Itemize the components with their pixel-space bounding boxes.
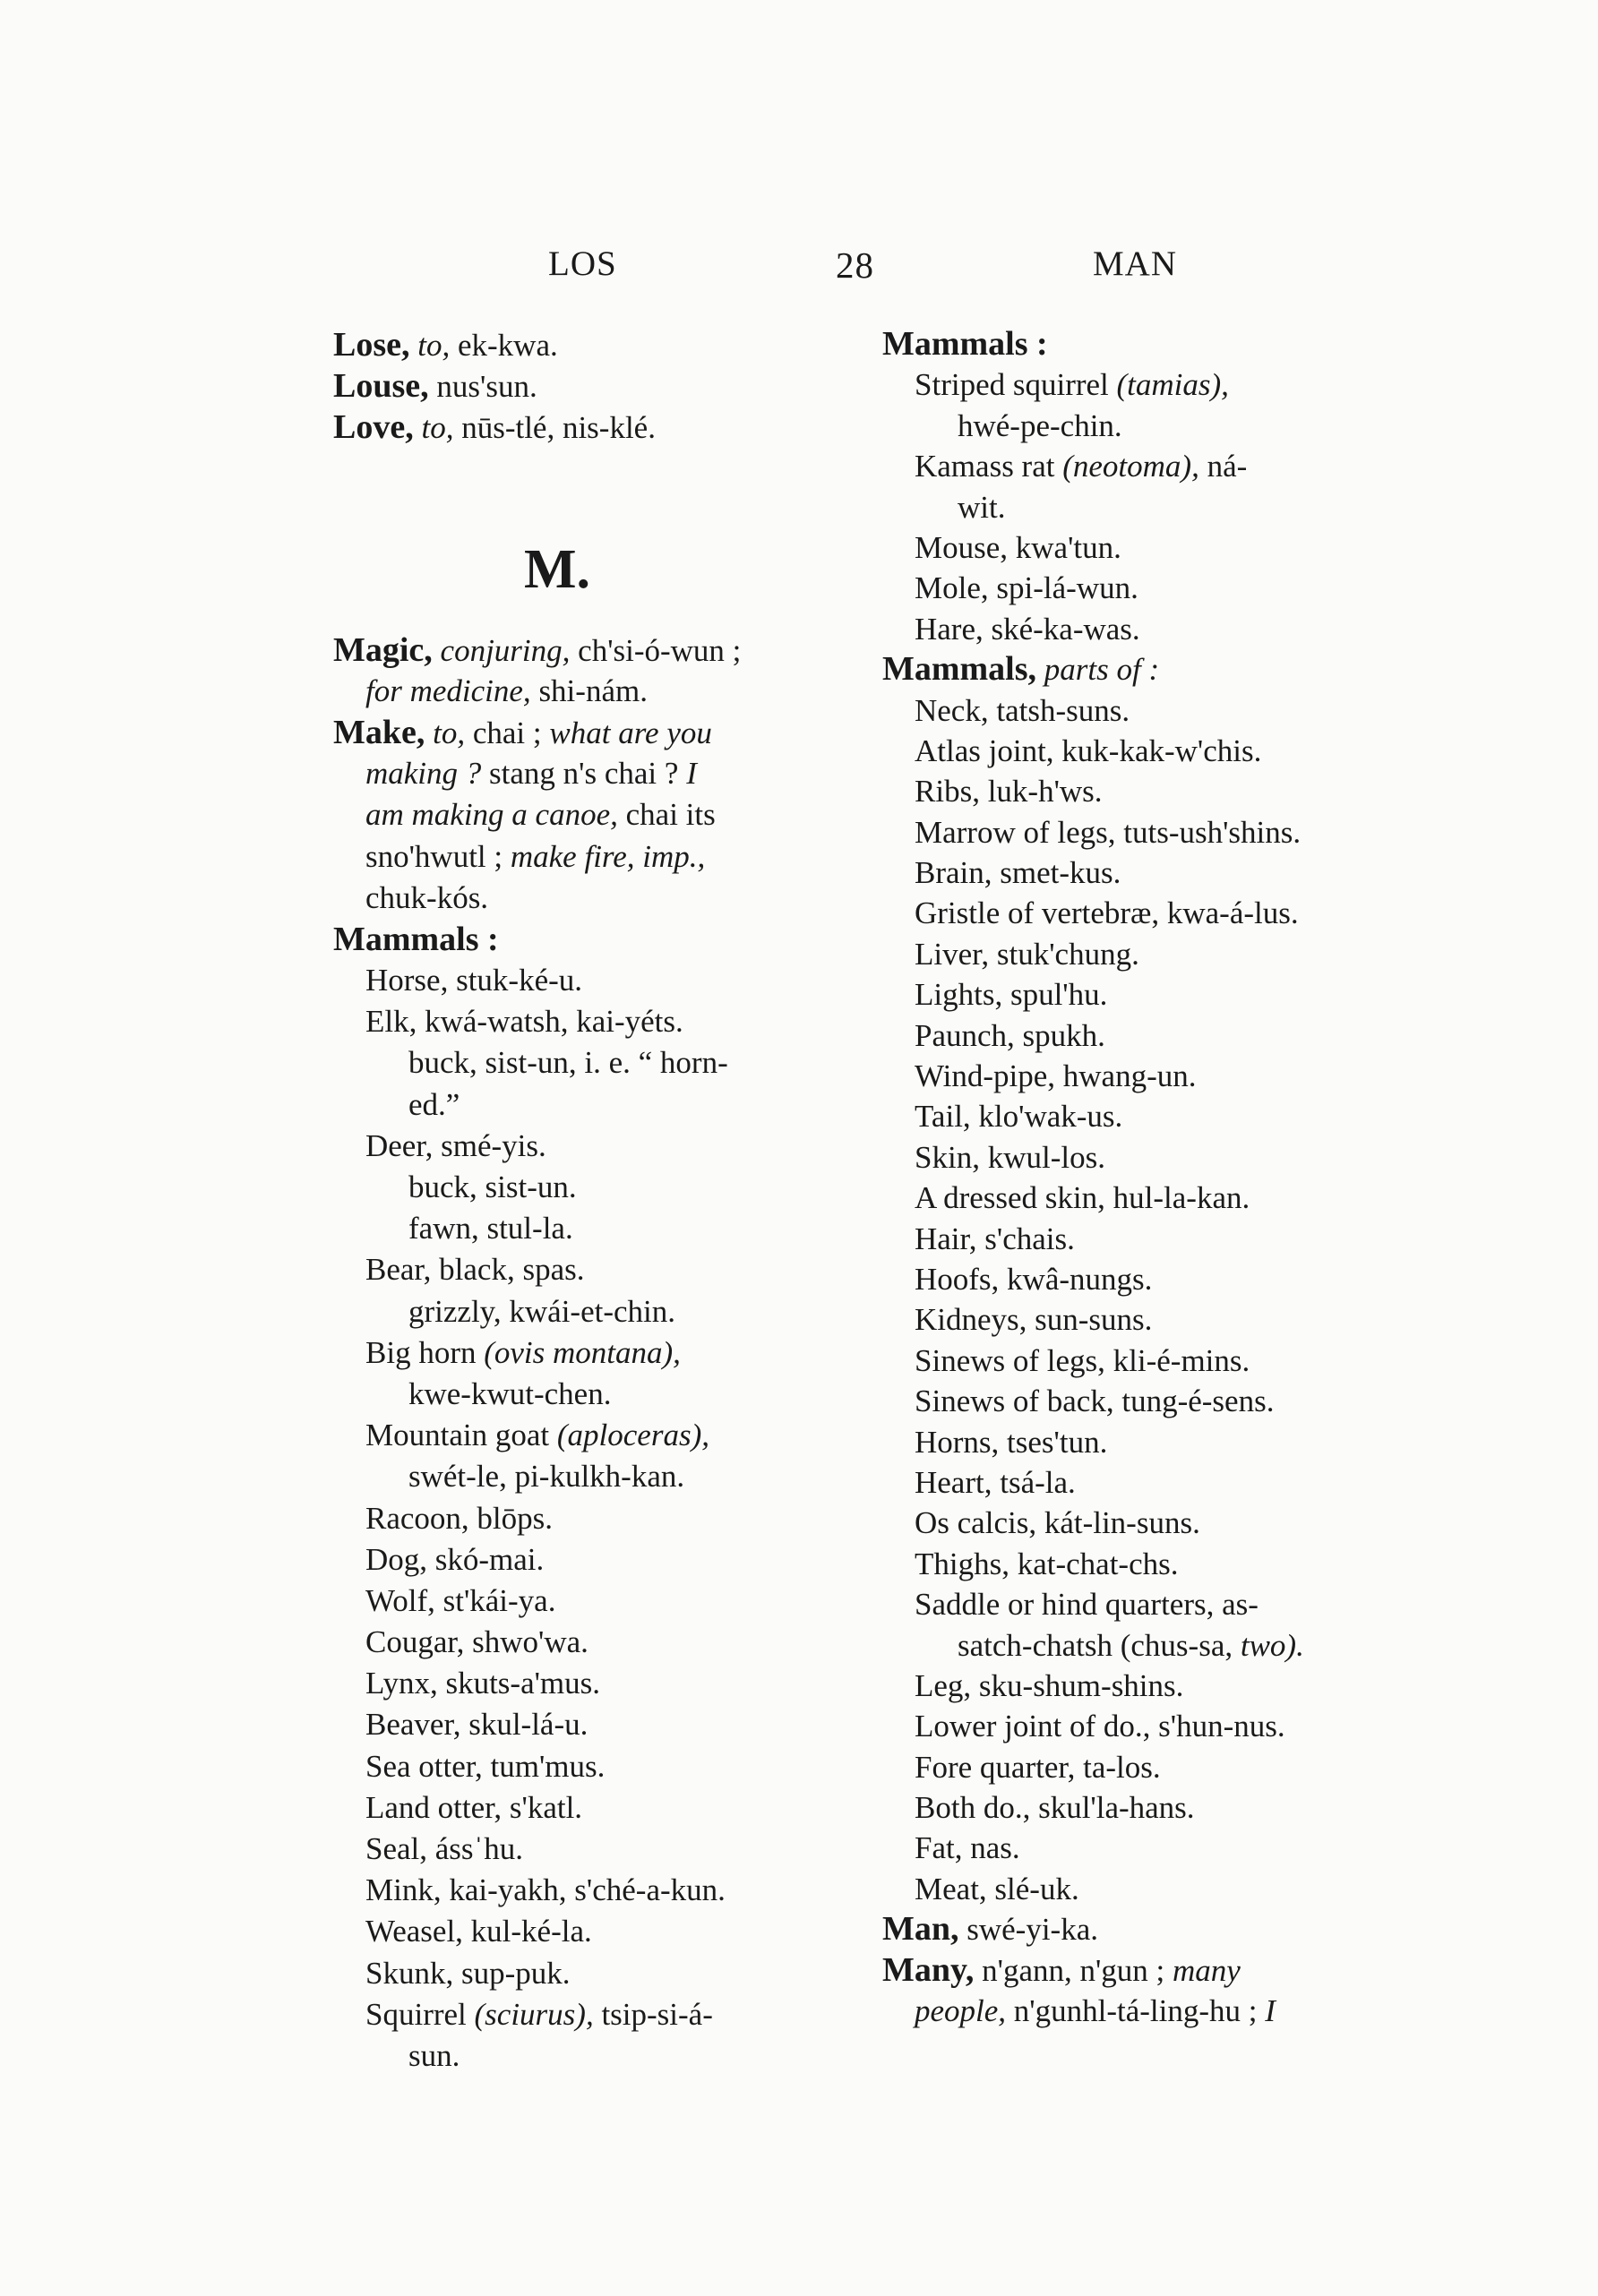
entry-lose: Lose, to, ek-kwa. (333, 326, 558, 364)
entry-line: swét-le, pi-kulkh-kan. (408, 1459, 685, 1495)
entry-line: Brain, smet-kus. (915, 855, 1121, 891)
entry-line: Cougar, shwo'wa. (365, 1624, 589, 1660)
entry-line: am making a canoe, chai its (365, 797, 716, 833)
entry-line: buck, sist-un, i. e. “ horn- (408, 1045, 728, 1081)
section-letter: M. (523, 538, 591, 600)
entry-line: Sinews of back, tung-é-sens. (915, 1384, 1275, 1419)
entry-line: chuk-kós. (365, 879, 489, 915)
entry-line: Wind-pipe, hwang-un. (915, 1058, 1197, 1094)
entry-mammals: Mammals : (882, 325, 1048, 363)
entry-line: Lights, spul'hu. (915, 977, 1108, 1013)
entry-line: ed.” (408, 1086, 460, 1122)
entry-line: sno'hwutl ; make fire, imp., (365, 838, 706, 874)
entry-line: Bear, black, spas. (365, 1252, 585, 1288)
entry-line: Marrow of legs, tuts-ush'shins. (915, 814, 1302, 850)
entry-line: making ? stang n's chai ? I (365, 756, 697, 792)
entry-line: Atlas joint, kuk-kak-w'chis. (915, 732, 1262, 768)
entry-line: Hare, ské-ka-was. (915, 611, 1140, 647)
entry-line: Squirrel (sciurus), tsip-si-á- (365, 1996, 713, 2032)
entry-line: Saddle or hind quarters, as- (915, 1587, 1259, 1623)
entry-line: Racoon, blōps. (365, 1500, 554, 1536)
entry-line: Big horn (ovis montana), (365, 1334, 681, 1370)
entry-line: Skin, kwul-los. (915, 1139, 1105, 1175)
entry-line: Mole, spi-lá-wun. (915, 570, 1138, 606)
entry-line: Paunch, spukh. (915, 1017, 1105, 1053)
entry-line: Sinews of legs, kli-é-mins. (915, 1342, 1250, 1378)
entry-line: Horse, stuk-ké-u. (365, 963, 583, 998)
entry-line: Horns, tses'tun. (915, 1424, 1108, 1460)
entry-many: Many, n'gann, n'gun ; many (882, 1950, 1241, 1989)
entry-line: for medicine, shi-nám. (365, 673, 648, 708)
entry-line: grizzly, kwái-et-chin. (408, 1293, 676, 1329)
entry-line: Mountain goat (aploceras), (365, 1418, 709, 1453)
entry-line: sun. (408, 2037, 460, 2073)
entry-line: Neck, tatsh-suns. (915, 692, 1130, 728)
entry-line: Os calcis, kát-lin-suns. (915, 1505, 1200, 1541)
entry-line: Liver, stuk'chung. (915, 936, 1139, 972)
entry-line: A dressed skin, hul-la-kan. (915, 1180, 1250, 1216)
running-head-right: MAN (1093, 244, 1178, 283)
left-column (333, 324, 835, 2077)
entry-line: Thighs, kat-chat-chs. (915, 1546, 1179, 1581)
entry-line: Gristle of vertebræ, kwa-á-lus. (915, 895, 1299, 931)
entry-man: Man, swé-yi-ka. (882, 1910, 1099, 1949)
entry-line: Mink, kai-yakh, s'ché-a-kun. (365, 1872, 726, 1908)
entry-line: Heart, tsá-la. (915, 1464, 1076, 1500)
entry-line: Tail, klo'wak-us. (915, 1099, 1123, 1135)
entry-line: satch-chatsh (chus-sa, two). (958, 1627, 1304, 1663)
entry-line: Beaver, skul-lá-u. (365, 1707, 589, 1743)
entry-magic: Magic, conjuring, ch'si-ó-wun ; (333, 630, 742, 669)
entry-line: Leg, sku-shum-shins. (915, 1667, 1184, 1703)
entry-louse: Louse, nus'sun. (333, 367, 537, 406)
entry-line: Weasel, kul-ké-la. (365, 1914, 592, 1949)
entry-line: people, n'gunhl-tá-ling-hu ; I (915, 1993, 1276, 2029)
entry-line: Fat, nas. (915, 1830, 1020, 1866)
entry-make: Make, to, chai ; what are you (333, 713, 712, 751)
entry-line: Ribs, luk-h'ws. (915, 774, 1103, 810)
entry-line: Skunk, sup-puk. (365, 1955, 571, 1991)
entry-line: Elk, kwá-watsh, kai-yéts. (365, 1004, 683, 1040)
entry-line: Wolf, st'kái-ya. (365, 1582, 556, 1618)
entry-line: Kamass rat (neotoma), ná- (915, 449, 1248, 484)
entry-line: buck, sist-un. (408, 1169, 577, 1204)
entry-line: kwe-kwut-chen. (408, 1375, 612, 1411)
entry-line: fawn, stul-la. (408, 1211, 573, 1247)
entry-line: wit. (958, 489, 1006, 525)
entry-mammals: Mammals : (333, 920, 499, 958)
page-number: 28 (836, 244, 874, 286)
entry-line: Both do., skul'la-hans. (915, 1790, 1195, 1826)
entry-mammals-parts: Mammals, parts of : (882, 650, 1160, 689)
entry-line: Hair, s'chais. (915, 1221, 1075, 1256)
entry-line: Kidneys, sun-suns. (915, 1302, 1153, 1338)
entry-line: Meat, slé-uk. (915, 1871, 1079, 1906)
entry-line: Seal, ássˈhu. (365, 1831, 523, 1866)
entry-love: Love, to, nūs-tlé, nis-klé. (333, 408, 656, 447)
entry-line: Hoofs, kwâ-nungs. (915, 1261, 1153, 1297)
entry-line: Lynx, skuts-a'mus. (365, 1666, 601, 1701)
entry-line: Fore quarter, ta-los. (915, 1749, 1161, 1785)
entry-line: Dog, skó-mai. (365, 1541, 545, 1577)
entry-line: Striped squirrel (tamias), (915, 367, 1229, 403)
entry-line: Sea otter, tum'mus. (365, 1748, 606, 1784)
entry-line: hwé-pe-chin. (958, 407, 1122, 443)
right-column (882, 324, 1411, 2031)
entry-line: Deer, smé-yis. (365, 1127, 546, 1163)
entry-line: Land otter, s'katl. (365, 1789, 583, 1825)
entry-line: Mouse, kwa'tun. (915, 529, 1121, 565)
entry-line: Lower joint of do., s'hun-nus. (915, 1709, 1285, 1744)
running-head-left: LOS (548, 244, 617, 283)
